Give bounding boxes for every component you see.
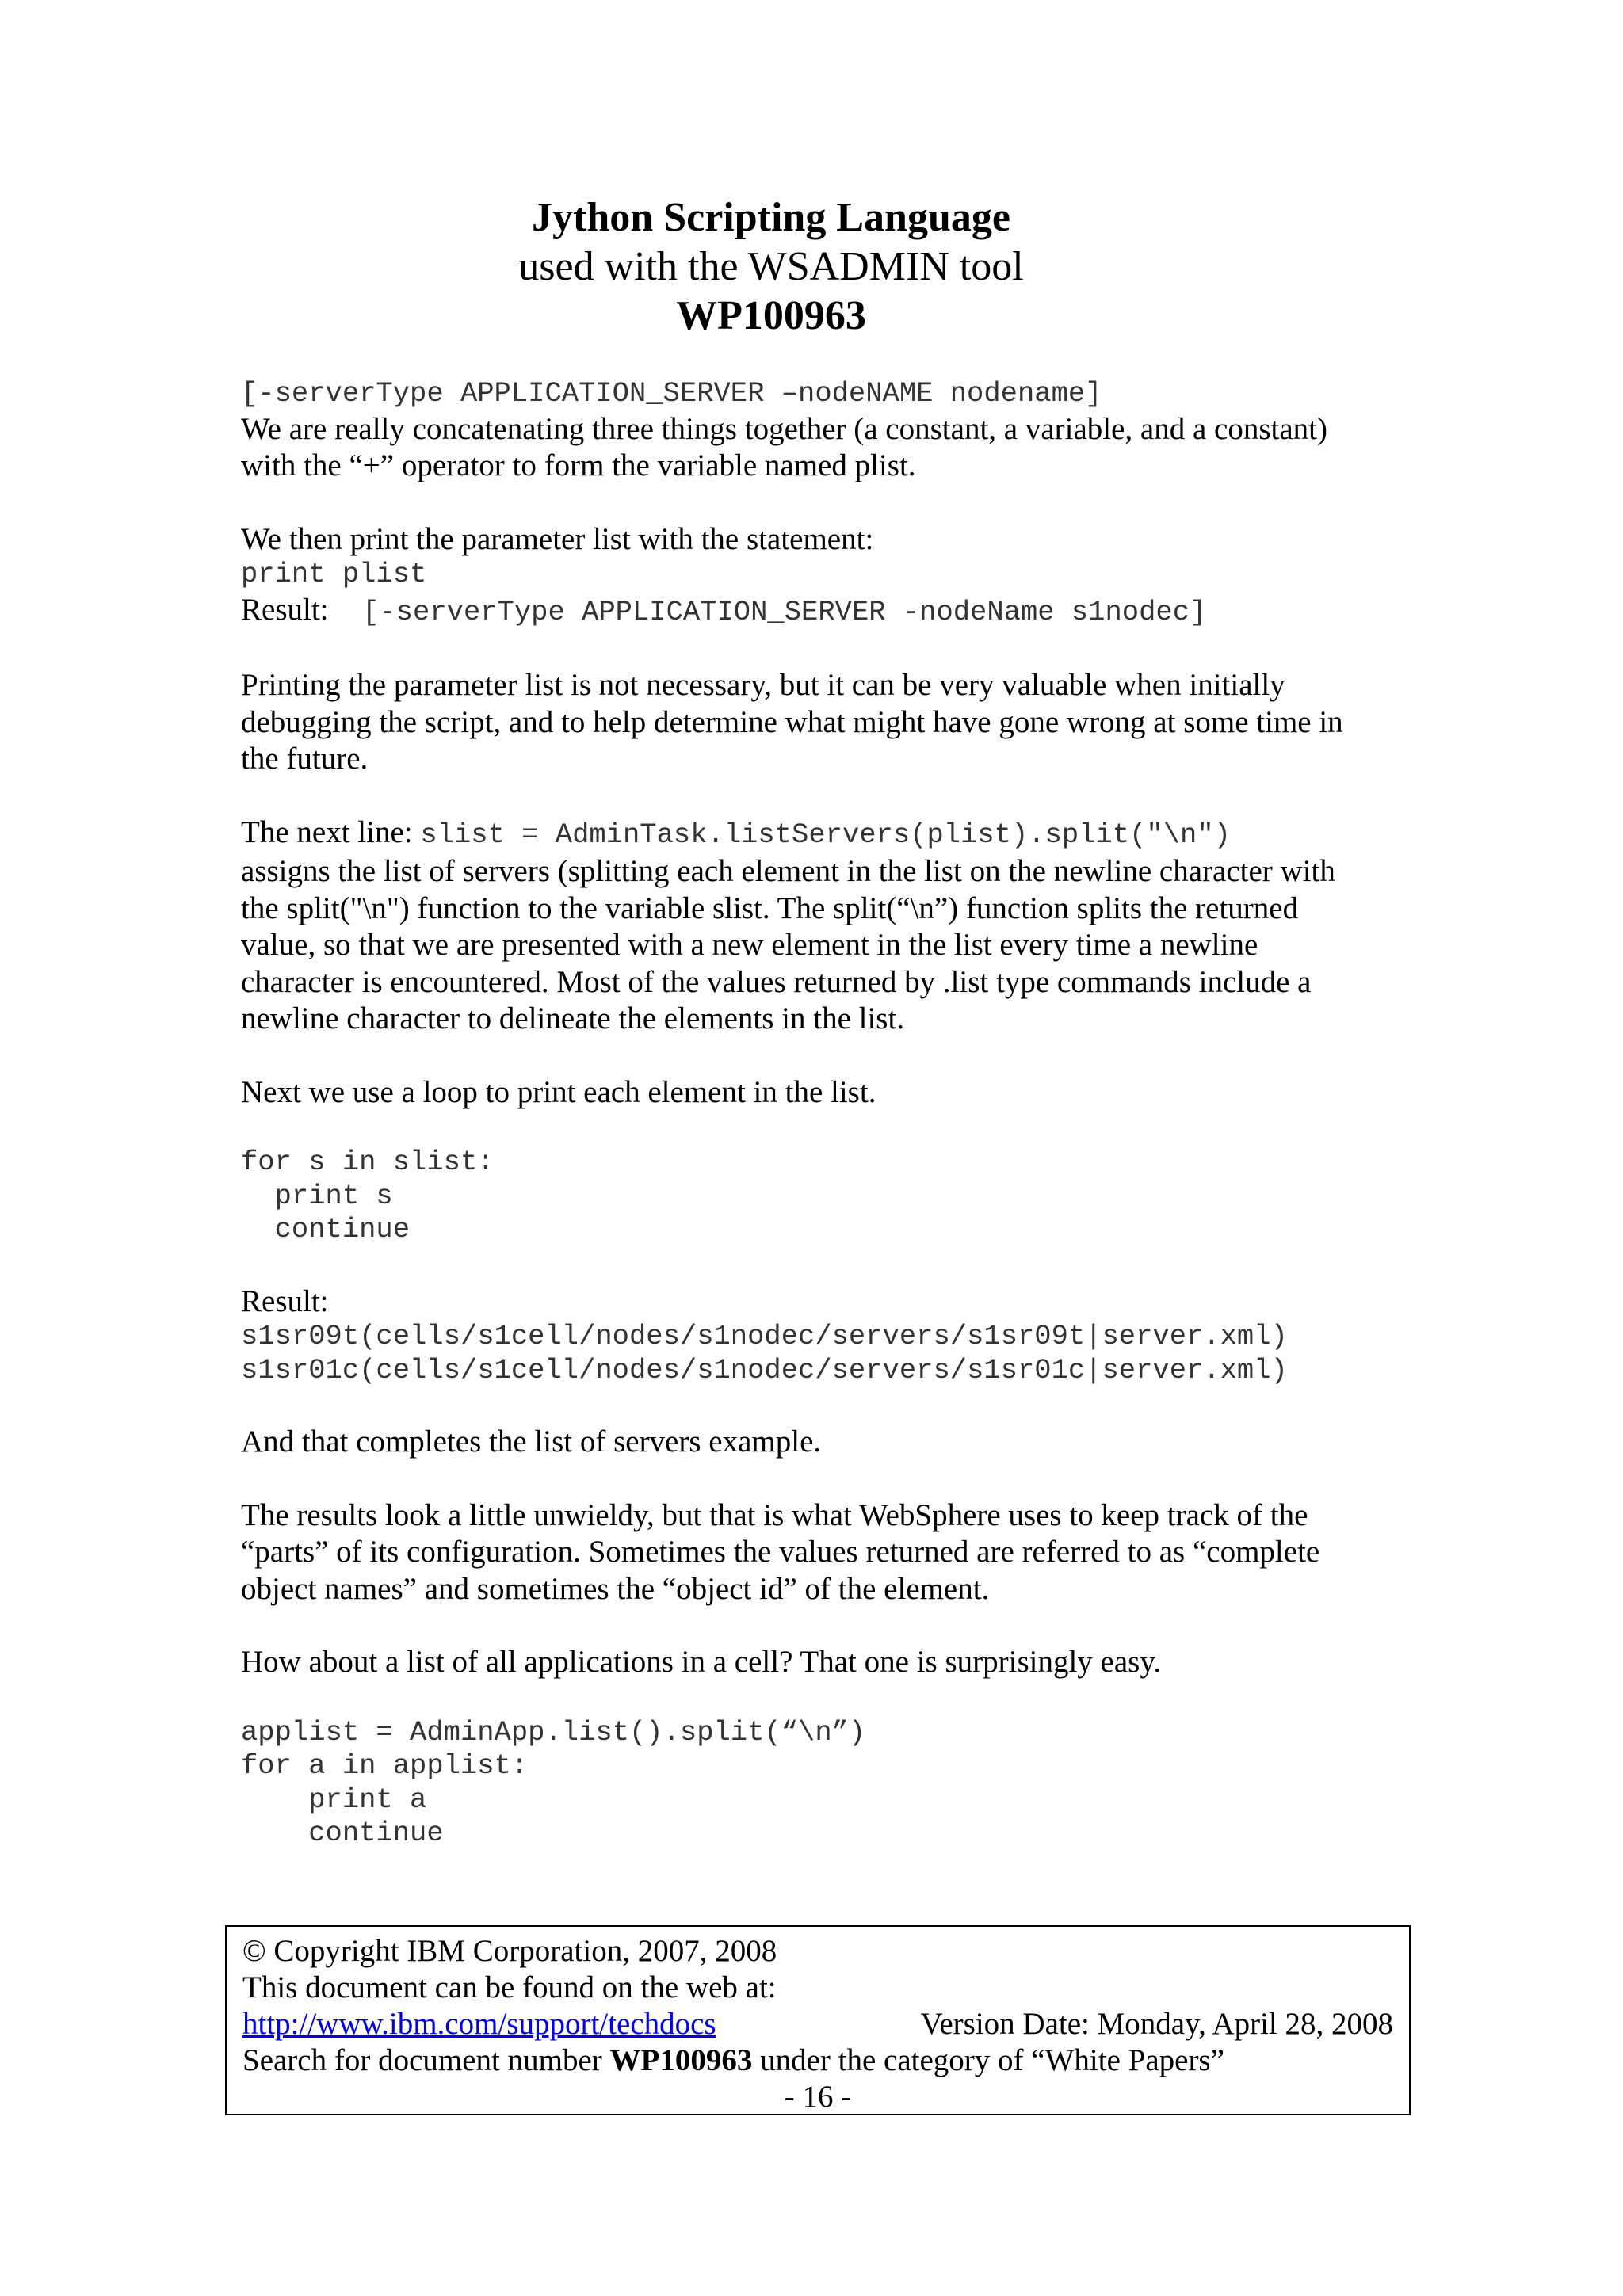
paragraph-unwieldy-line-3: object names” and sometimes the “object id” of the element.: [241, 1571, 990, 1606]
footer-search-prefix: Search for document number: [242, 2043, 610, 2077]
footer-link-row: [242, 2006, 1393, 2042]
footer-version-date: Version Date: Monday, April 28, 2008: [920, 2007, 1393, 2041]
paragraph-printing-line-1: Printing the parameter list is not necessary, but it can be very valuable when initially: [241, 668, 1285, 702]
code-result-servers: s1sr09t(cells/s1cell/nodes/s1nodec/servers/s1sr09t|server.xml) s1sr01c(cells/s1cell/nodes/s1nodec/servers/s1sr01c|server.xml): [241, 1320, 1288, 1386]
document-title: Jython Scripting Language: [532, 195, 1010, 240]
document-number: WP100963: [676, 293, 866, 338]
paragraph-split-line-3: value, so that we are presented with a new element in the list every time a newline: [241, 928, 1258, 962]
document-footer: [225, 1925, 1411, 2115]
code-plist-line: [-serverType APPLICATION_SERVER –nodeNAME nodename]: [241, 377, 1102, 410]
result2-label: Result:: [241, 1283, 329, 1318]
paragraph-unwieldy-line-1: The results look a little unwieldy, but that is what WebSphere uses to keep track of the: [241, 1497, 1308, 1532]
paragraph-split-line-2: the split("\n") function to the variable slist. The split(“\n”) function splits the returned: [241, 891, 1299, 925]
paragraph-loop-intro: Next we use a loop to print each element in the list.: [241, 1074, 876, 1109]
paragraph-concatenation-line-2: with the “+” operator to form the variable named plist.: [241, 448, 916, 482]
code-applist-block: applist = AdminApp.list().split(“\n”) for a in applist: print a continue: [241, 1715, 866, 1849]
result-line: [241, 592, 1398, 631]
next-line-label: The next line:: [241, 814, 413, 849]
paragraph-split-line-1: assigns the list of servers (splitting each element in the list on the newline character with: [241, 854, 1335, 888]
result-value: [-serverType APPLICATION_SERVER -nodeName s1nodec]: [362, 595, 1207, 628]
paragraph-completes: And that completes the list of servers example.: [241, 1425, 822, 1459]
next-line-code: slist = AdminTask.listServers(plist).split("\n"): [420, 818, 1231, 851]
paragraph-unwieldy-line-2: “parts” of its configuration. Sometimes the values returned are referred to as “complete: [241, 1535, 1320, 1569]
techdocs-link[interactable]: http://www.ibm.com/support/techdocs: [242, 2007, 716, 2041]
paragraph-print-statement: We then print the parameter list with the statement:: [241, 521, 874, 556]
footer-found-on-web: This document can be found on the web at:: [242, 1970, 777, 2004]
footer-copyright: © Copyright IBM Corporation, 2007, 2008: [242, 1934, 777, 1968]
code-loop-block: for s in slist: print s continue: [241, 1146, 495, 1245]
footer-search-line: [242, 2042, 1393, 2079]
result-label: Result:: [241, 592, 329, 627]
paragraph-concatenation-line-1: We are really concatenating three things together (a constant, a variable, and a constant): [241, 411, 1327, 446]
footer-search-suffix: under the category of “White Papers”: [752, 2043, 1224, 2077]
paragraph-split-line-5: newline character to delineate the elements in the list.: [241, 1001, 905, 1035]
paragraph-split-line-4: character is encountered. Most of the values returned by .list type commands include a: [241, 964, 1312, 999]
paragraph-applications: How about a list of all applications in a cell? That one is surprisingly easy.: [241, 1645, 1162, 1679]
code-print-plist: print plist: [241, 558, 427, 590]
paragraph-printing-line-3: the future.: [241, 742, 369, 776]
next-line-row: [241, 814, 1398, 854]
paragraph-printing-line-2: debugging the script, and to help determine what might have gone wrong at some time in: [241, 704, 1343, 739]
document-header: [0, 193, 1542, 341]
document-subtitle: used with the WSADMIN tool: [518, 244, 1024, 289]
page-number: - 16 -: [784, 2080, 852, 2114]
footer-search-docnum: WP100963: [609, 2043, 753, 2077]
document-body: [241, 377, 1398, 1851]
